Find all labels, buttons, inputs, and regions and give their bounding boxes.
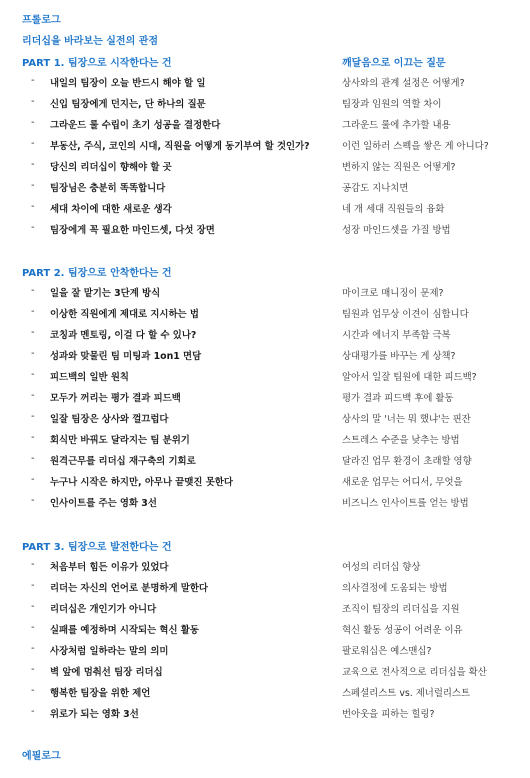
bullet-dash: - xyxy=(31,327,35,338)
list-item xyxy=(0,559,530,580)
chapter-question: 스페셜리스트 vs. 제너럴리스트 xyxy=(342,688,471,699)
chapter-question: 네 개 세대 직원들의 융화 xyxy=(342,204,445,215)
list-item xyxy=(0,96,530,117)
bullet-dash: - xyxy=(31,411,35,422)
list-item xyxy=(0,201,530,222)
chapter-question: 시간과 에너지 부족함 극복 xyxy=(342,330,451,341)
bullet-dash: - xyxy=(31,474,35,485)
bullet-dash: - xyxy=(31,159,35,170)
chapter-question: 상대평가를 바꾸는 게 상책? xyxy=(342,351,456,362)
bullet-dash: - xyxy=(31,685,35,696)
chapter-question: 팀장과 임원의 역할 차이 xyxy=(342,99,442,110)
chapter-title: 실패를 예정하며 시작되는 혁신 활동 xyxy=(50,625,199,636)
chapter-question: 혁신 활동 성공이 어려운 이유 xyxy=(342,625,463,636)
list-item xyxy=(0,75,530,96)
list-item xyxy=(0,285,530,306)
bullet-dash: - xyxy=(31,96,35,107)
bullet-dash: - xyxy=(31,306,35,317)
list-item xyxy=(0,369,530,390)
list-item xyxy=(0,348,530,369)
chapter-question: 그라운드 룰에 추가할 내용 xyxy=(342,120,451,131)
chapter-question: 비즈니스 인사이트를 얻는 방법 xyxy=(342,498,469,509)
bullet-dash: - xyxy=(31,222,35,233)
chapter-title: 팀장에게 꼭 필요한 마인드셋, 다섯 장면 xyxy=(50,225,215,236)
chapter-question: 팀원과 업무상 이견이 심합니다 xyxy=(342,309,469,320)
bullet-dash: - xyxy=(31,495,35,506)
bullet-dash: - xyxy=(31,580,35,591)
chapter-title: 세대 차이에 대한 새로운 생각 xyxy=(50,204,172,215)
chapter-title: 리더는 자신의 언어로 분명하게 말한다 xyxy=(50,583,208,594)
chapter-title: 원격근무를 리더십 재구축의 기회로 xyxy=(50,456,196,467)
list-item xyxy=(0,390,530,411)
chapter-question: 새로운 업무는 어디서, 무엇을 xyxy=(342,477,463,488)
chapter-title: 성과와 맞물린 팀 미팅과 1on1 면담 xyxy=(50,351,202,362)
bullet-dash: - xyxy=(31,201,35,212)
list-item xyxy=(0,643,530,664)
chapter-question: 변하지 않는 직원은 어떻게? xyxy=(342,162,456,173)
chapter-question: 의사결정에 도움되는 방법 xyxy=(342,583,448,594)
bullet-dash: - xyxy=(31,138,35,149)
epilogue-heading: 에필로그 xyxy=(22,751,61,762)
chapter-title: 벽 앞에 멈춰선 팀장 리더십 xyxy=(50,667,163,678)
chapter-title: 행복한 팀장을 위한 제언 xyxy=(50,688,151,699)
chapter-question: 스트레스 수준을 낮추는 방법 xyxy=(342,435,460,446)
chapter-question: 이런 일하러 스펙을 쌓은 게 아니다? xyxy=(342,141,489,152)
subtitle-heading: 리더십을 바라보는 실전의 관점 xyxy=(22,36,159,47)
list-item xyxy=(0,117,530,138)
chapter-title: 누구나 시작은 하지만, 아무나 끝맺진 못한다 xyxy=(50,477,233,488)
questions-column-heading: 깨달음으로 이끄는 질문 xyxy=(342,58,446,69)
bullet-dash: - xyxy=(31,348,35,359)
prologue-heading: 프롤로그 xyxy=(22,15,61,26)
list-item xyxy=(0,706,530,727)
bullet-dash: - xyxy=(31,369,35,380)
part-2-heading: PART 2. 팀장으로 안착한다는 건 xyxy=(22,268,172,279)
list-item xyxy=(0,306,530,327)
chapter-question: 마이크로 매니징이 문제? xyxy=(342,288,444,299)
list-item xyxy=(0,327,530,348)
bullet-dash: - xyxy=(31,180,35,191)
bullet-dash: - xyxy=(31,559,35,570)
bullet-dash: - xyxy=(31,706,35,717)
chapter-title: 회식만 바꿔도 달라지는 팀 분위기 xyxy=(50,435,190,446)
list-item xyxy=(0,474,530,495)
chapter-title: 모두가 꺼리는 평가 결과 피드백 xyxy=(50,393,181,404)
list-item xyxy=(0,138,530,159)
list-item xyxy=(0,664,530,685)
bullet-dash: - xyxy=(31,117,35,128)
chapter-question: 알아서 일잘 팀원에 대한 피드백? xyxy=(342,372,477,383)
bullet-dash: - xyxy=(31,643,35,654)
chapter-question: 팔로워십은 예스맨십? xyxy=(342,646,432,657)
chapter-title: 피드백의 일반 원칙 xyxy=(50,372,129,383)
chapter-title: 처음부터 힘든 이유가 있었다 xyxy=(50,562,169,573)
bullet-dash: - xyxy=(31,432,35,443)
chapter-question: 공감도 지나치면 xyxy=(342,183,409,194)
chapter-title: 당신의 리더십이 향해야 할 곳 xyxy=(50,162,172,173)
bullet-dash: - xyxy=(31,390,35,401)
list-item xyxy=(0,432,530,453)
chapter-title: 사장처럼 일하라는 말의 의미 xyxy=(50,646,169,657)
bullet-dash: - xyxy=(31,622,35,633)
list-item xyxy=(0,495,530,516)
chapter-title: 팀장님은 충분히 똑똑합니다 xyxy=(50,183,166,194)
chapter-title: 내일의 팀장이 오늘 반드시 해야 할 일 xyxy=(50,78,206,89)
part-1-heading: PART 1. 팀장으로 시작한다는 건 xyxy=(22,58,172,69)
bullet-dash: - xyxy=(31,601,35,612)
bullet-dash: - xyxy=(31,453,35,464)
list-item xyxy=(0,685,530,706)
chapter-question: 교육으로 전사적으로 리더십을 확산 xyxy=(342,667,487,678)
chapter-title: 인사이트를 주는 영화 3선 xyxy=(50,498,157,509)
chapter-question: 상사의 말 '너는 뭐 했냐'는 핀잔 xyxy=(342,414,471,425)
chapter-question: 평가 결과 피드백 후에 활동 xyxy=(342,393,454,404)
list-item xyxy=(0,222,530,243)
chapter-question: 달라진 업무 환경이 초래할 영향 xyxy=(342,456,472,467)
part-3-heading: PART 3. 팀장으로 발전한다는 건 xyxy=(22,542,172,553)
list-item xyxy=(0,159,530,180)
list-item xyxy=(0,453,530,474)
chapter-question: 여성의 리더십 향상 xyxy=(342,562,421,573)
list-item xyxy=(0,601,530,622)
list-item xyxy=(0,622,530,643)
chapter-title: 리더십은 개인기가 아니다 xyxy=(50,604,157,615)
chapter-title: 위로가 되는 영화 3선 xyxy=(50,709,139,720)
chapter-title: 일을 잘 맡기는 3단계 방식 xyxy=(50,288,161,299)
chapter-title: 일잘 팀장은 상사와 껄끄럽다 xyxy=(50,414,169,425)
bullet-dash: - xyxy=(31,285,35,296)
chapter-title: 그라운드 룰 수립이 초기 성공을 결정한다 xyxy=(50,120,221,131)
chapter-title: 부동산, 주식, 코인의 시대, 직원을 어떻게 동기부여 할 것인가? xyxy=(50,141,310,152)
list-item xyxy=(0,411,530,432)
bullet-dash: - xyxy=(31,75,35,86)
chapter-question: 상사와의 관계 설정은 어떻게? xyxy=(342,78,465,89)
chapter-title: 이상한 직원에게 제대로 지시하는 법 xyxy=(50,309,199,320)
list-item xyxy=(0,180,530,201)
chapter-question: 조직이 팀장의 리더십을 지원 xyxy=(342,604,460,615)
bullet-dash: - xyxy=(31,664,35,675)
chapter-question: 성장 마인드셋을 가질 방법 xyxy=(342,225,451,236)
chapter-title: 신입 팀장에게 던지는, 단 하나의 질문 xyxy=(50,99,206,110)
list-item xyxy=(0,580,530,601)
chapter-question: 번아웃을 피하는 힐링? xyxy=(342,709,435,720)
chapter-title: 코칭과 멘토링, 이걸 다 할 수 있나? xyxy=(50,330,197,341)
